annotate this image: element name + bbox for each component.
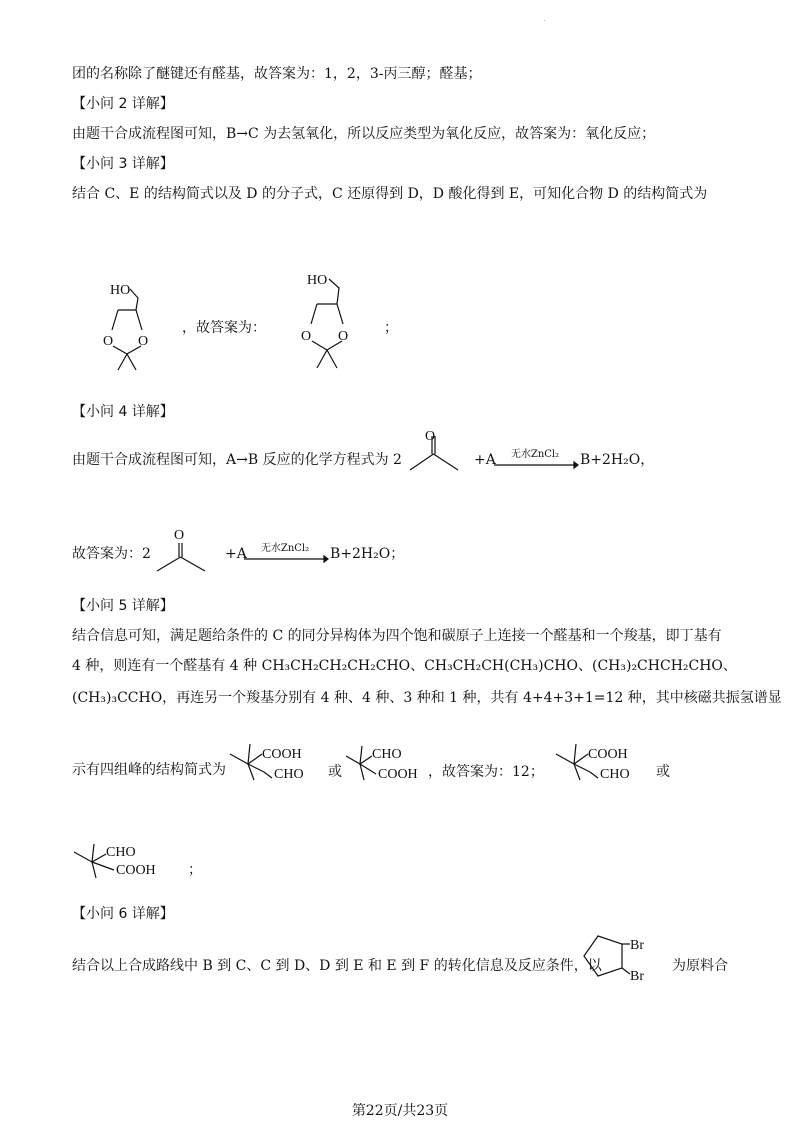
svg-text:COOH: COOH [116, 863, 156, 878]
text-product: B+2H₂O； [330, 546, 405, 562]
structure-d-2 [283, 268, 373, 378]
reaction-arrow [244, 555, 328, 563]
text-or: 或 [656, 764, 670, 780]
heading-q2: 【小问 2 详解】 [72, 96, 174, 112]
text-answer: ，故答案为：12； [428, 764, 544, 780]
paragraph-1: 团的名称除了醚键还有醛基，故答案为：1，2，3-丙三醇；醛基； [72, 66, 482, 82]
structure-cho-cooh-2 [74, 840, 174, 880]
text-or: 或 [328, 764, 342, 780]
svg-text:Br: Br [630, 938, 644, 953]
text-product: B+2H₂O， [580, 452, 655, 468]
text-semicolon: ； [188, 862, 202, 878]
page-footer: 第22页/共23页 [351, 1103, 449, 1119]
label-ho: HO [110, 283, 131, 298]
svg-text:CHO: CHO [600, 767, 630, 782]
oxygen-label [174, 527, 188, 543]
svg-text:Br: Br [630, 969, 644, 984]
svg-text:O: O [174, 528, 185, 543]
label-o-right: O [138, 334, 149, 349]
arrow-condition: 无水ZnCl₂ [510, 449, 560, 460]
answer-text: 故答案为：2 [72, 546, 151, 562]
paragraph-q6: 结合以上合成路线中 B 到 C、C 到 D、D 到 E 和 E 到 F 的转化信息及反应条件，以 [72, 958, 602, 974]
svg-text:COOH: COOH [588, 747, 628, 762]
dibromocyclopentane-structure [580, 932, 660, 986]
paragraph-q5-2: 4 种，则连有一个醛基有 4 种 CH₃CH₂CH₂CH₂CHO、CH₃CH₂CH(CH₃)CHO、(CH₃)₂CHCH₂CHO、 [72, 658, 737, 674]
paragraph-q6-end: 为原料合 [672, 958, 728, 974]
svg-text:CHO: CHO [106, 845, 136, 860]
heading-q3: 【小问 3 详解】 [72, 156, 174, 172]
text-plus-a: +A [474, 452, 496, 468]
svg-text:COOH: COOH [262, 747, 302, 762]
paragraph-q5-3: (CH₃)₃CCHO，再连另一个羧基分别有 4 种、4 种、3 种和 1 种，共有 4+4+3+1=12 种，其中核磁共振氢谱显 [72, 690, 782, 706]
scan-dot: . [543, 14, 546, 23]
oxygen-label [425, 428, 439, 444]
paragraph-q5-4: 示有四组峰的结构简式为 [72, 762, 226, 778]
label-o-right: O [338, 329, 349, 344]
label-o-left: O [301, 329, 312, 344]
heading-q6: 【小问 6 详解】 [72, 906, 174, 922]
svg-text:CHO: CHO [274, 767, 304, 782]
svg-text:CHO: CHO [372, 747, 402, 762]
text-answer: ，故答案为： [182, 320, 266, 336]
structure-cooh-cho-2 [556, 744, 646, 784]
structure-d-1 [90, 278, 180, 378]
equation-text: 由题干合成流程图可知，A→B 反应的化学方程式为 2 [72, 452, 402, 468]
svg-text:COOH: COOH [378, 767, 418, 782]
paragraph-q2: 由题干合成流程图可知，B→C 为去氢氧化，所以反应类型为氧化反应，故答案为：氧化反应； [72, 126, 656, 142]
arrow-condition: 无水ZnCl₂ [260, 543, 310, 554]
label-o-left: O [103, 334, 114, 349]
paragraph-q3: 结合 C、E 的结构简式以及 D 的分子式，C 还原得到 D，D 酸化得到 E，可知化合物 D 的结构简式为 [72, 186, 708, 202]
paragraph-q5-1: 结合信息可知，满足题给条件的 C 的同分异构体为四个饱和碳原子上连接一个醛基和一个羧基，即丁基有 [72, 628, 722, 644]
svg-text:O: O [425, 429, 436, 444]
structure-cho-cooh-1 [346, 744, 436, 784]
text-semicolon: ； [384, 320, 398, 336]
label-ho: HO [307, 273, 328, 288]
structure-cooh-cho-1 [230, 744, 320, 784]
text-plus-a: +A [225, 546, 247, 562]
heading-q5: 【小问 5 详解】 [72, 598, 174, 614]
reaction-arrow [494, 461, 578, 469]
heading-q4: 【小问 4 详解】 [72, 404, 174, 420]
